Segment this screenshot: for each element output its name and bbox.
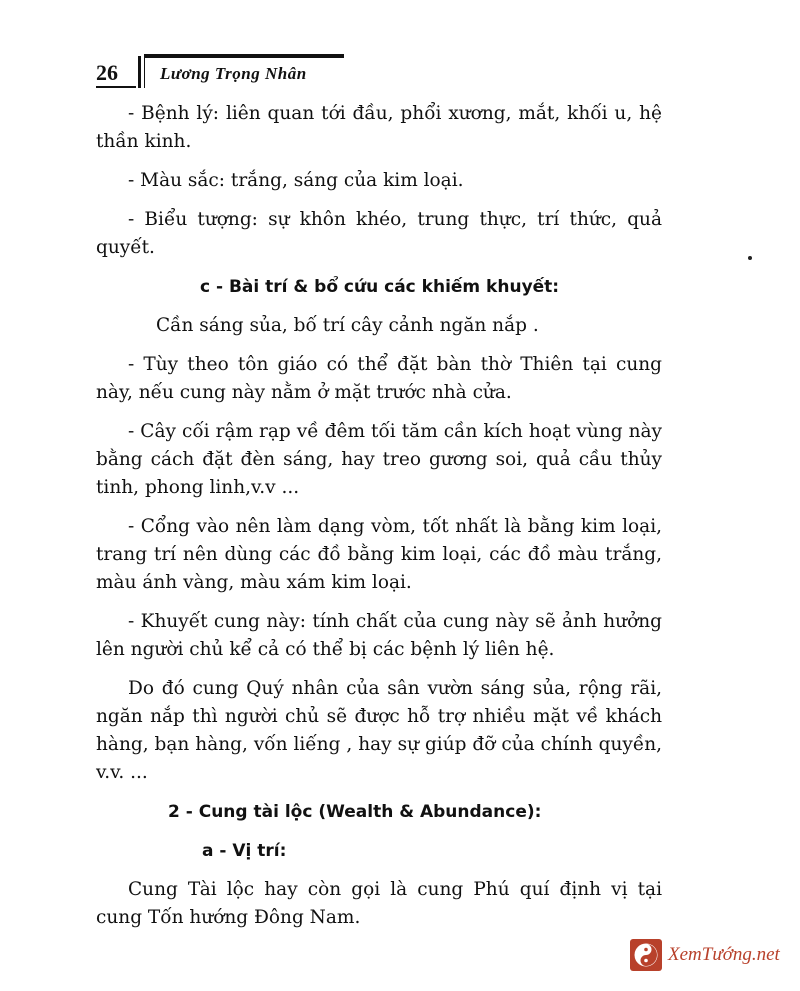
paragraph: - Khuyết cung này: tính chất của cung này sẽ ảnh hưởng lên người chủ kể cả có thể bị các bệnh lý liên hệ. (96, 611, 662, 660)
running-head-author: Lương Trọng Nhân (160, 64, 307, 83)
print-speck (748, 256, 752, 260)
section-heading: c - Bài trí & bổ cứu các khiếm khuyết: (200, 277, 560, 297)
watermark-text: XemTướng.net (668, 944, 780, 965)
paragraph: Do đó cung Quý nhân của sân vườn sáng sủa, rộng rãi, ngăn nắp thì người chủ sẽ được hỗ trợ nhiều mặt về khách hàng, bạn hàng, vốn liếng , hay sự giúp đỡ của chính quyền, v.v. ... (96, 678, 662, 783)
header-top-rule (144, 54, 344, 58)
header-divider-thin (144, 56, 145, 88)
paragraph: - Bệnh lý: liên quan tới đầu, phổi xương, mắt, khối u, hệ thần kinh. (96, 103, 662, 152)
paragraph: Cần sáng sủa, bố trí cây cảnh ngăn nắp . (156, 315, 539, 336)
paragraph: - Biểu tượng: sự khôn khéo, trung thực, trí thức, quả quyết. (96, 209, 662, 258)
header-divider (138, 56, 141, 88)
page-body (96, 100, 662, 932)
paragraph: - Tùy theo tôn giáo có thể đặt bàn thờ Thiên tại cung này, nếu cung này nằm ở mặt trước nhà cửa. (96, 354, 662, 403)
yin-yang-icon (630, 939, 662, 971)
chapter-heading: 2 - Cung tài lộc (Wealth & Abundance): (168, 802, 542, 822)
paragraph: - Màu sắc: trắng, sáng của kim loại. (128, 170, 464, 191)
subsection-heading: a - Vị trí: (202, 841, 287, 861)
header-rule (96, 86, 136, 88)
paragraph: - Cổng vào nên làm dạng vòm, tốt nhất là bằng kim loại, trang trí nên dùng các đồ bằng kim loại, các đồ màu trắng, màu ánh vàng, màu xám kim loại. (96, 516, 662, 593)
paragraph: Cung Tài lộc hay còn gọi là cung Phú quí định vị tại cung Tốn hướng Đông Nam. (96, 879, 662, 928)
watermark (630, 937, 780, 973)
page-header (96, 52, 356, 96)
page-number: 26 (96, 60, 118, 85)
paragraph: - Cây cối rậm rạp về đêm tối tăm cần kích hoạt vùng này bằng cách đặt đèn sáng, hay treo gương soi, quả cầu thủy tinh, phong linh,v.v ... (96, 421, 662, 498)
